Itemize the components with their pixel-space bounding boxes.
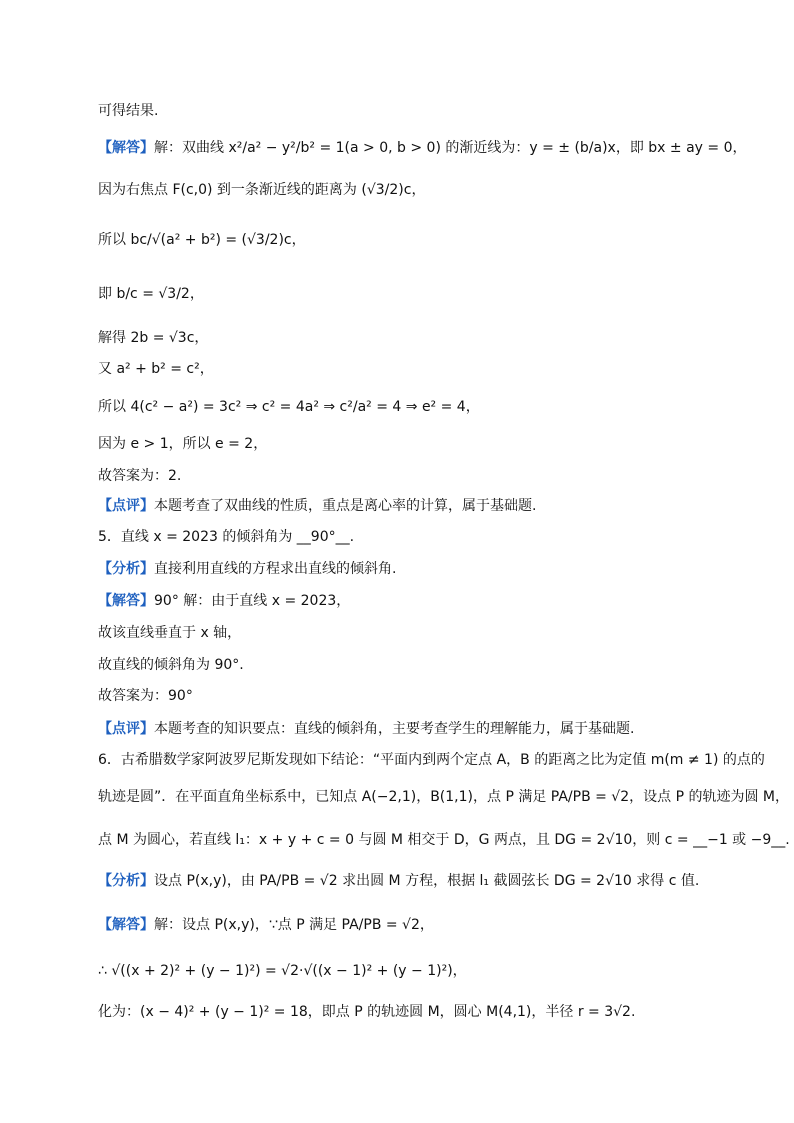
text-line-l2 xyxy=(98,139,747,157)
line-text: 因为右焦点 F(c,0) 到一条渐近线的距离为 (√3/2)c， xyxy=(98,182,426,198)
line-text: 故该直线垂直于 x 轴， xyxy=(98,625,242,641)
text-line-l3 xyxy=(98,181,425,199)
text-line-l15 xyxy=(98,624,241,642)
text-line-l12 xyxy=(98,528,354,546)
line-text: 点 M 为圆心，若直线 l₁：x + y + c = 0 与圆 M 相交于 D，G 两点，且 DG = 2√10，则 c = __−1 或 −9__. xyxy=(98,832,790,848)
line-text: 解得 2b = √3c， xyxy=(98,330,209,346)
text-line-l5 xyxy=(98,285,204,303)
text-line-l10 xyxy=(98,467,181,485)
section-marker: 【分析】 xyxy=(98,561,154,577)
line-text: 90° 解：由于直线 x = 2023， xyxy=(154,593,351,609)
line-text: 即 b/c = √3/2， xyxy=(98,286,204,302)
line-text: 本题考查的知识要点：直线的倾斜角，主要考查学生的理解能力，属于基础题. xyxy=(154,721,635,737)
line-text: 所以 4(c² − a²) = 3c² ⇒ c² = 4a² ⇒ c²/a² = 4 ⇒ e² = 4， xyxy=(98,399,480,415)
text-line-l4 xyxy=(98,231,306,249)
text-line-l11 xyxy=(98,497,536,515)
text-line-l9 xyxy=(98,435,267,453)
text-line-l1 xyxy=(98,102,158,120)
line-text: 故直线的倾斜角为 90°. xyxy=(98,657,244,673)
line-text: ∴ √((x + 2)² + (y − 1)²) = √2·√((x − 1)² + (y − 1)²)， xyxy=(98,963,467,979)
text-line-l17 xyxy=(98,687,193,705)
line-text: 轨迹是圆”．在平面直角坐标系中，已知点 A(−2,1)，B(1,1)，点 P 满足 PA/PB = √2，设点 P 的轨迹为圆 M， xyxy=(98,789,790,805)
section-marker: 【点评】 xyxy=(98,721,154,737)
line-text: 故答案为：2. xyxy=(98,468,182,484)
section-marker: 【解答】 xyxy=(98,917,154,933)
line-text: 因为 e > 1，所以 e = 2， xyxy=(98,436,268,452)
line-text: 故答案为：90° xyxy=(98,688,193,704)
text-line-l14 xyxy=(98,592,350,610)
section-marker: 【分析】 xyxy=(98,873,154,889)
text-line-l18 xyxy=(98,720,634,738)
text-line-l7 xyxy=(98,360,214,378)
text-line-l24 xyxy=(98,962,467,980)
text-line-l16 xyxy=(98,656,244,674)
text-line-l6 xyxy=(98,329,208,347)
text-line-l21 xyxy=(98,831,790,849)
text-line-l22 xyxy=(98,872,699,890)
line-text: 直接利用直线的方程求出直线的倾斜角. xyxy=(154,561,397,577)
text-line-l13 xyxy=(98,560,396,578)
line-text: 所以 bc/√(a² + b²) = (√3/2)c， xyxy=(98,232,306,248)
line-text: 解：双曲线 x²/a² − y²/b² = 1(a > 0, b > 0) 的渐近线为：y = ± (b/a)x，即 bx ± ay = 0， xyxy=(154,140,747,156)
text-line-l19 xyxy=(98,751,765,769)
text-line-l25 xyxy=(98,1003,635,1021)
line-text: 又 a² + b² = c²， xyxy=(98,361,214,377)
line-text: 5．直线 x = 2023 的倾斜角为 __90°__. xyxy=(98,529,355,545)
section-marker: 【点评】 xyxy=(98,498,154,514)
line-text: 解：设点 P(x,y)，∵点 P 满足 PA/PB = √2， xyxy=(154,917,434,933)
section-marker: 【解答】 xyxy=(98,593,154,609)
line-text: 可得结果. xyxy=(98,103,159,119)
text-line-l8 xyxy=(98,398,480,416)
line-text: 设点 P(x,y)，由 PA/PB = √2 求出圆 M 方程，根据 l₁ 截圆弦长 DG = 2√10 求得 c 值. xyxy=(154,873,700,889)
section-marker: 【解答】 xyxy=(98,140,154,156)
text-line-l23 xyxy=(98,916,434,934)
line-text: 化为：(x − 4)² + (y − 1)² = 18，即点 P 的轨迹圆 M，圆心 M(4,1)，半径 r = 3√2. xyxy=(98,1004,636,1020)
line-text: 本题考查了双曲线的性质，重点是离心率的计算，属于基础题. xyxy=(154,498,537,514)
line-text: 6．古希腊数学家阿波罗尼斯发现如下结论：“平面内到两个定点 A，B 的距离之比为定值 m(m ≠ 1) 的点的 xyxy=(98,752,765,768)
text-line-l20 xyxy=(98,788,789,806)
